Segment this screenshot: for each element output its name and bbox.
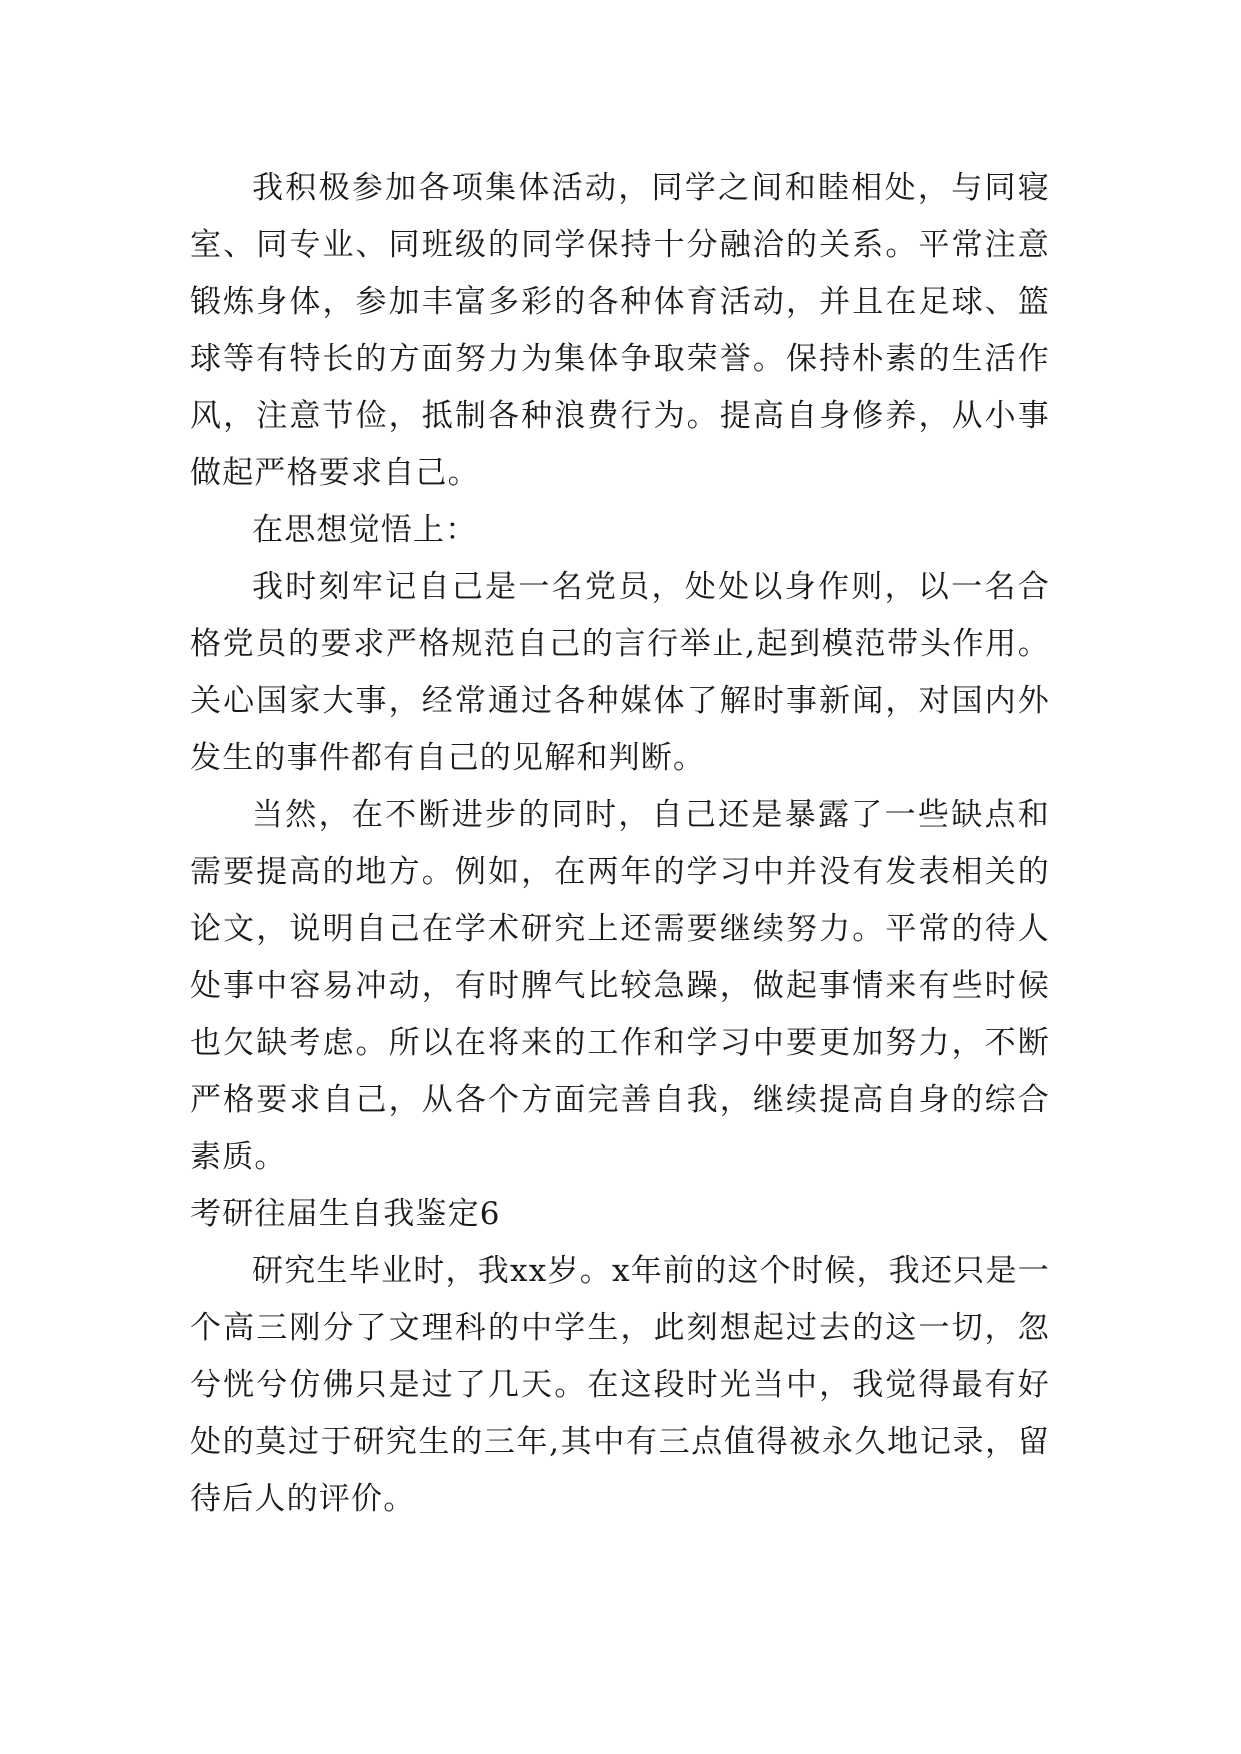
paragraph-graduation: 研究生毕业时，我xx岁。x年前的这个时候，我还只是一个高三刚分了文理科的中学生，此刻想起过去的这一切，忽兮恍兮仿佛只是过了几天。在这段时光当中，我觉得最有好处的莫过于研究生的三年,其中有三点值得被永久地记录，留待后人的评价。 [190, 1253, 1050, 1517]
section-title: 考研往届生自我鉴定6 [190, 1196, 501, 1232]
paragraph-shortcomings: 当然，在不断进步的同时，自己还是暴露了一些缺点和需要提高的地方。例如，在两年的学习中并没有发表相关的论文，说明自己在学术研究上还需要继续努力。平常的待人处事中容易冲动，有时脾气比较急躁，做起事情来有些时候也欠缺考虑。所以在将来的工作和学习中要更加努力，不断严格要求自己，从各个方面完善自我，继续提高自身的综合素质。 [190, 797, 1050, 1175]
paragraph-collective-activities: 我积极参加各项集体活动，同学之间和睦相处，与同寝室、同专业、同班级的同学保持十分融洽的关系。平常注意锻炼身体，参加丰富多彩的各种体育活动，并且在足球、篮球等有特长的方面努力为集体争取荣誉。保持朴素的生活作风，注意节俭，抵制各种浪费行为。提高自身修养，从小事做起严格要求自己。 [190, 170, 1050, 491]
document-body [190, 160, 1050, 1528]
paragraph-party-member: 我时刻牢记自己是一名党员，处处以身作则，以一名合格党员的要求严格规范自己的言行举止,起到模范带头作用。关心国家大事，经常通过各种媒体了解时事新闻，对国内外发生的事件都有自己的见解和判断。 [190, 569, 1050, 776]
paragraph-ideology-heading: 在思想觉悟上： [252, 512, 478, 548]
